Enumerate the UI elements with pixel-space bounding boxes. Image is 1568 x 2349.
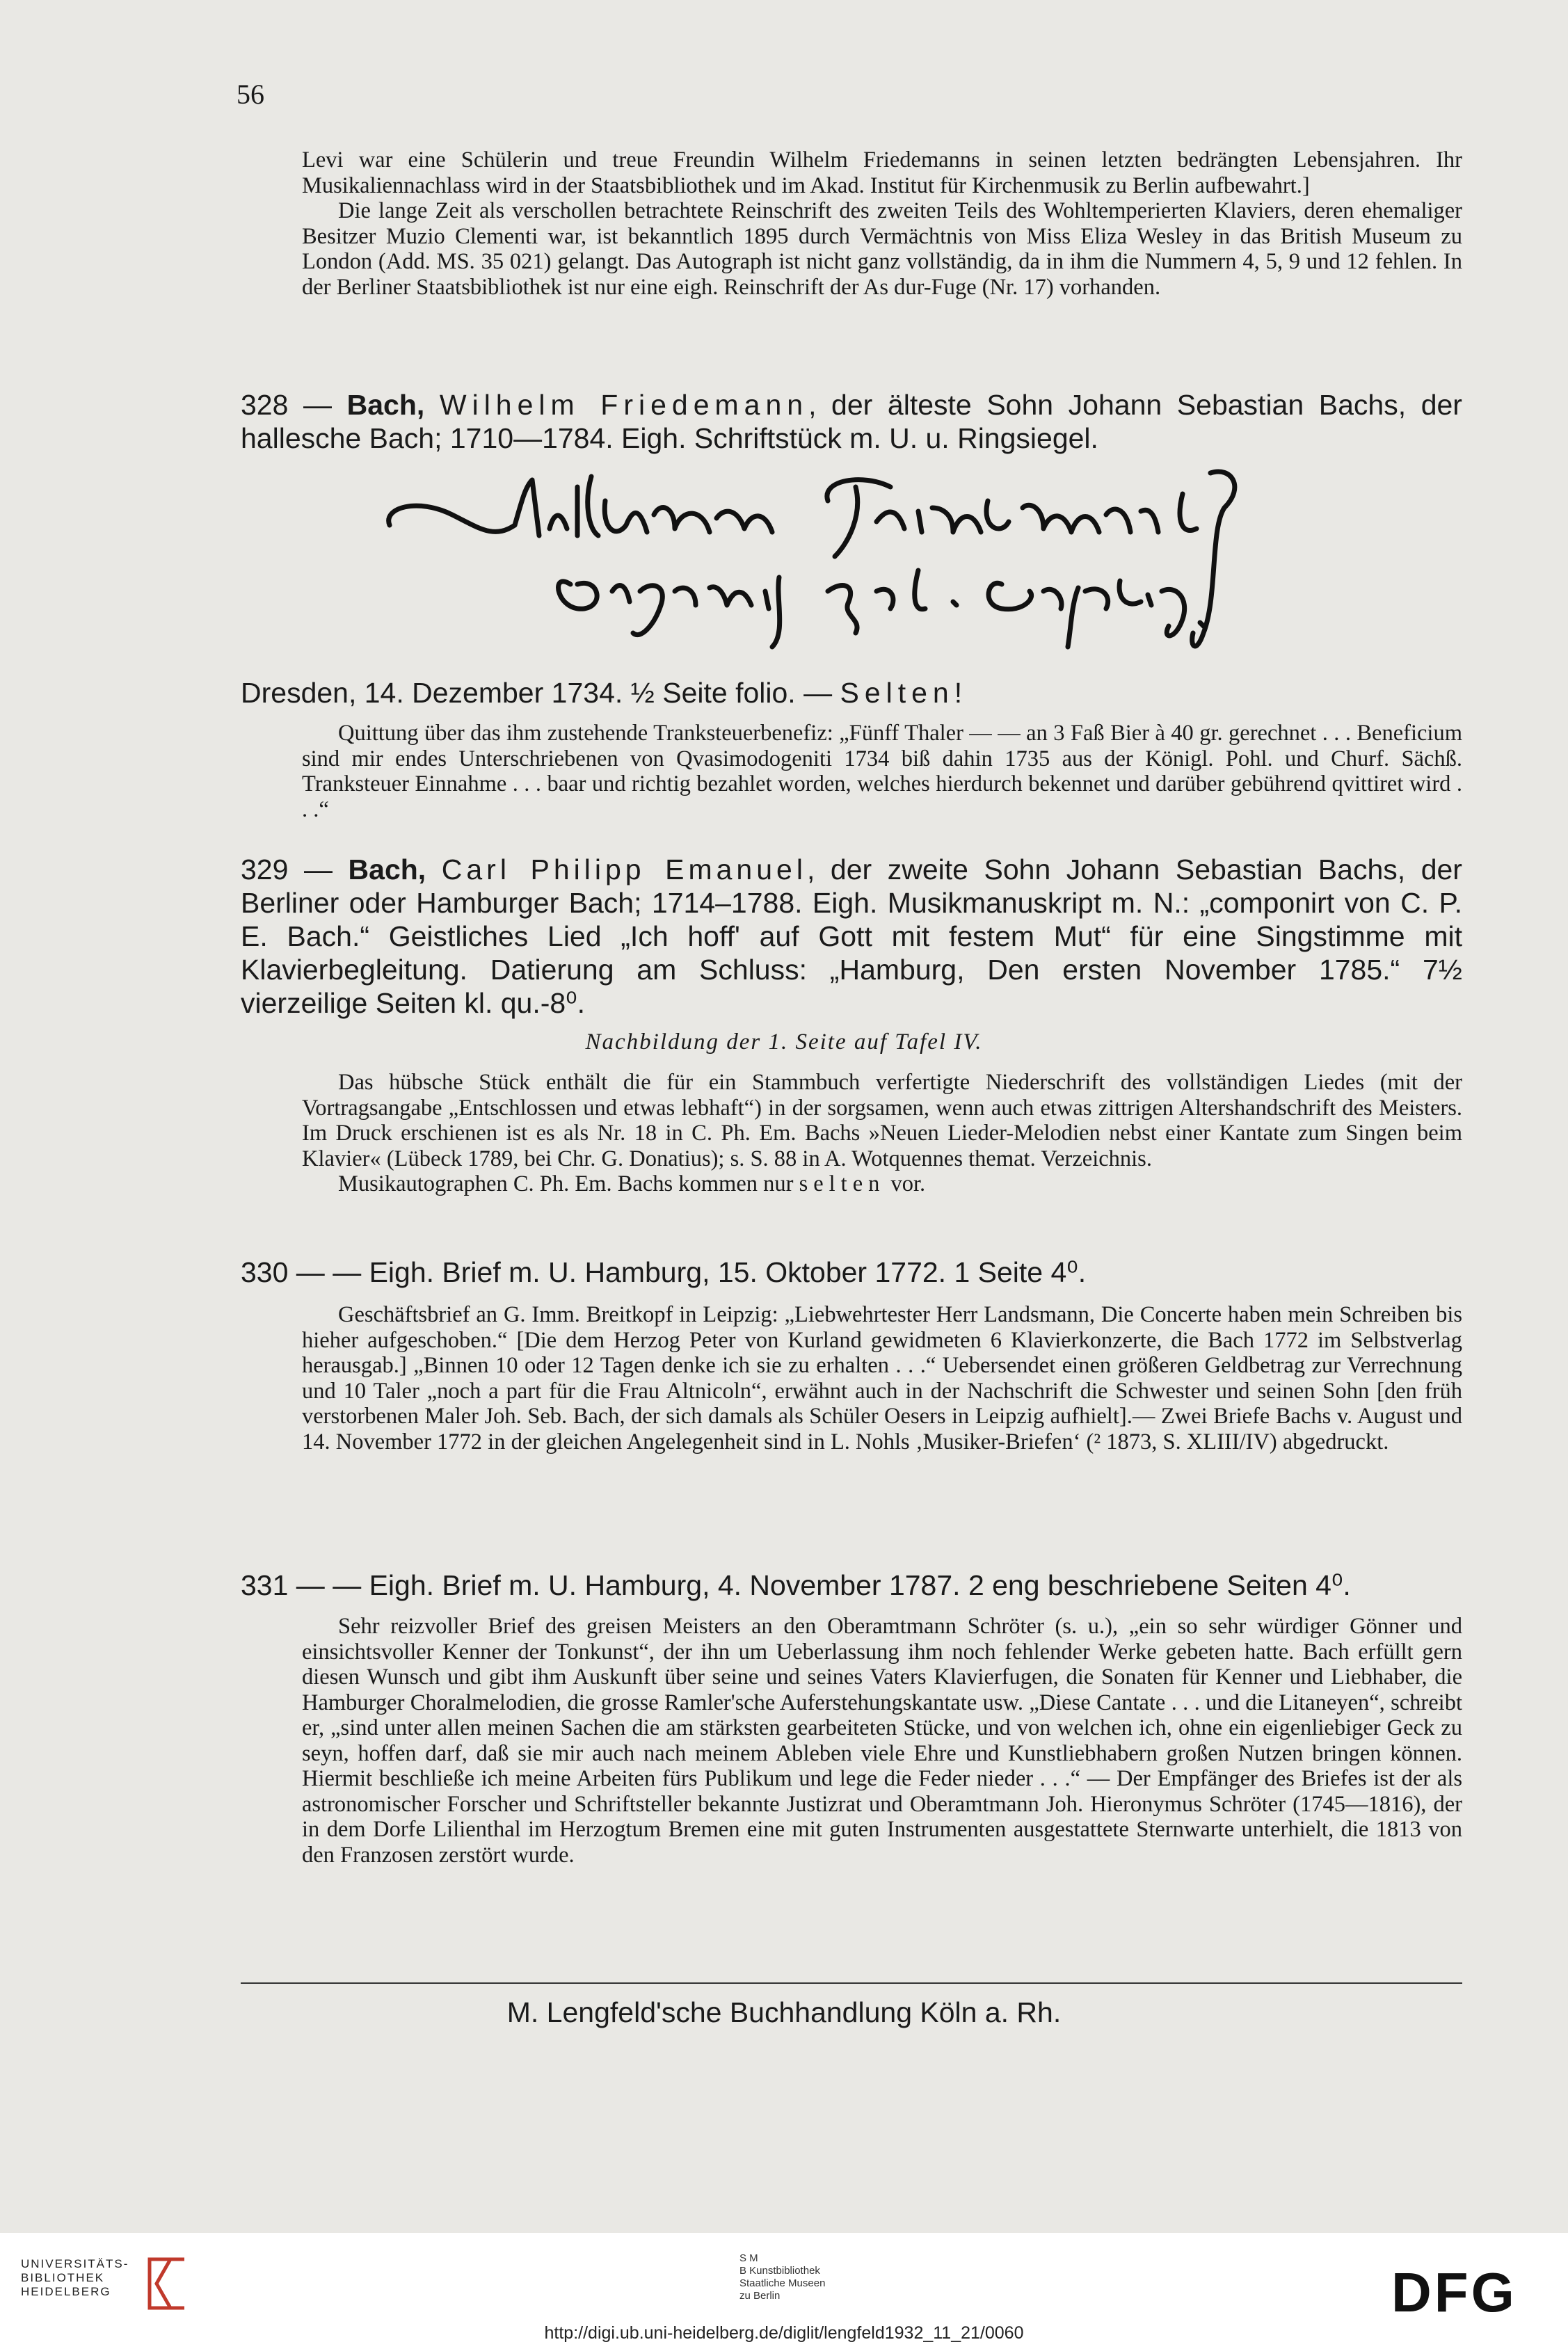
receipt-quote: Quittung über das ihm zustehende Tranksteuerbenefiz: „Fünff Thaler — — an 3 Faß Bier à 40 gr. gerechnet . . . Beneficium sind mir endes Unterschriebenen von Qvasimodogeniti 1734 biß dahin 1735 aus der Königl. Pohl. und Churf. Sächß. Tranksteuer Einnahme . . . baar und richtig bezahlet worden, welches hierdurch bekennet und darüber gebührend qvittiret wird . . .“ [302, 721, 1462, 822]
entry-330-description [302, 1302, 1462, 1454]
song-description: Das hübsche Stück enthält die für ein Stammbuch verfertigte Niederschrift des vollständigen Liedes (mit der Vortragsangabe „Entschlossen und etwas lebhaft“) in der sorgsamen, wenn auch etwas zittrigen Altershandschrift des Meisters. Im Druck erschienen ist es als Nr. 18 in C. Ph. Em. Bachs »Neuen Lieder-Melodien nebst einer Kantate zum Singen beim Klavier« (Lübeck 1789, bei Chr. G. Donatius); s. S. 88 in A. Wotquennes themat. Verzeichnis. [302, 1070, 1462, 1171]
intro-paragraph-1: Levi war eine Schülerin und treue Freundin Wilhelm Friedemanns in seinen letzten bedrängten Lebensjahren. Ihr Musikaliennachlass wird in der Staatsbibliothek und im Akad. Institut für Kirchenmusik zu Berlin aufbewahrt.] [302, 147, 1462, 198]
entry-328-heading [241, 388, 1462, 455]
intro-paragraph-2: Die lange Zeit als verschollen betrachtete Reinschrift des zweiten Teils des Wohltemperierten Klaviers, deren ehemaliger Besitzer Muzio Clementi war, ist bekanntlich 1895 durch Vermächtnis von Miss Eliza Wesley in das British Museum zu London (Add. MS. 35 021) gelangt. Das Autograph ist nicht ganz vollständig, da in ihm die Nummern 4, 5, 9 und 12 fehlen. In der Berliner Staatsbibliothek ist nur eine eigh. Reinschrift der As dur-Fuge (Nr. 17) vorhanden. [302, 198, 1462, 300]
rarity-note: Selten! [840, 677, 968, 709]
composer-surname: Bach, [346, 389, 425, 421]
letter-description: Geschäftsbrief an G. Imm. Breitkopf in Leipzig: „Liebwehrtester Herr Landsmann, Die Concerte haben mein Schreiben bis hieher aufgeschoben.“ [Die dem Herzog Peter von Kurland gewidmeten 6 Klavierkonzerte, die Bach 1772 im Selbstverlag herausgab.] „Binnen 10 oder 12 Tagen denke ich sie zu erhalten . . .“ Uebersendet einen größeren Geldbetrag zur Verrechnung und 10 Taler „noch a part für die Frau Altnicoln“, erwähnt auch in der Nachschrift die Schwester und seinen Sohn [den früh verstorbenen Maler Joh. Seb. Bach, der sich damals als Schüler Oesers in Leipzig aufhielt].— Zwei Briefe Bachs v. August und 14. November 1772 in der gleichen Angelegenheit sind in L. Nohls ‚Musiker-Briefen‘ (² 1873, S. XLIII/IV) abgedruckt. [302, 1302, 1462, 1454]
entry-329-heading [241, 853, 1462, 1020]
publisher-footer: M. Lengfeld'sche Buchhandlung Köln a. Rh. [506, 1996, 1062, 2028]
logo-line-3: HEIDELBERG [21, 2285, 111, 2298]
smb-line-1: S M [739, 2252, 758, 2264]
entry-description: , der zweite Sohn Johann Sebastian Bachs, der Berliner oder Hamburger Bach; 1714–1788. Eigh. Musikmanuskript m. N.: „componirt von C. P. E. Bach.“ Geistliches Lied „Ich hoff' auf Gott mit festem Mut“ für eine Singstimme mit Klavierbegleitung. Datierung am Schluss: „Hamburg, Den ersten November 1785.“ 7½ vierzeilige Seiten kl. qu.-8⁰. [241, 853, 1462, 1019]
entry-329-description [302, 1070, 1462, 1197]
entry-328-description [302, 721, 1462, 822]
rarity-text-a: Musikautographen C. Ph. Em. Bachs kommen nur [338, 1171, 794, 1196]
plate-caption: Nachbildung der 1. Seite auf Tafel IV. [585, 1029, 983, 1055]
page-number: 56 [237, 79, 264, 110]
smb-line-2: B Kunstbibliothek [739, 2265, 820, 2277]
smb-line-4: zu Berlin [739, 2290, 781, 2302]
entry-description: , der älteste Sohn Johann Sebastian Bachs, der hallesche Bach; 1710—1784. Eigh. Schriftstück m. U. u. Ringsiegel. [241, 389, 1462, 454]
logo-line-1: UNIVERSITÄTS- [21, 2257, 129, 2270]
footer-rule [241, 1982, 1462, 1984]
rarity-text-emphasis: selten [799, 1171, 886, 1196]
entry-number: 329 — [241, 853, 333, 885]
source-url[interactable]: http://digi.ub.uni-heidelberg.de/diglit/lengfeld1932_11_21/0060 [544, 2323, 1024, 2343]
composer-given-name: Carl Philipp Emanuel [441, 853, 807, 885]
smb-line-3: Staatliche Museen [739, 2277, 826, 2289]
letter-description: Sehr reizvoller Brief des greisen Meisters an den Oberamtmann Schröter (s. u.), „ein so sehr würdiger Gönner und einsichtsvoller Kenner der Tonkunst“, der ihn um Ueberlassung ihm noch fehlender Werke gebeten hatte. Bach erfüllt gern diesen Wunsch und gibt ihm Auskunft über seine und seines Vaters Klavierfugen, die Sonaten für Kenner und Liebhaber, die Hamburger Choralmelodien, die grosse Ramler'sche Auferstehungskantate usw. „Diese Cantate . . . und die Litaneyen“, schreibt er, „sind unter allen meinen Sachen die am stärksten gearbeiteten Stücke, und von welchen ich, ohne ein eigenliebiger Geck zu seyn, hoffen darf, daß sie mir auch nach meinem Ableben viele Ehre und Kunstliebhabern großen Nutzen bringen können. Hiermit beschließe ich meine Arbeiten fürs Publikum und lege die Feder nieder . . .“ — Der Empfänger des Briefes ist der als astronomischer Forscher und Schriftsteller bekannte Justizrat und Oberamtmann Joh. Hieronymus Schröter (1745—1816), der in dem Dorfe Lilienthal im Herzogtum Bremen eine mit guten Instrumenten ausgestattete Sternwarte unterhielt, die 1813 von den Franzosen zerstört wurde. [302, 1614, 1462, 1868]
logo-line-2: BIBLIOTHEK [21, 2271, 105, 2284]
entry-331-description [302, 1614, 1462, 1868]
smb-logo[interactable] [739, 2252, 825, 2302]
composer-given-name: Wilhelm Friedemann [439, 389, 809, 421]
entry-328-date-line [241, 676, 1462, 709]
signature-facsimile [376, 459, 1336, 668]
university-logo-icon [143, 2252, 191, 2315]
composer-surname: Bach, [348, 853, 426, 885]
entry-number: 328 — [241, 389, 333, 421]
date-and-size: Dresden, 14. Dezember 1734. ½ Seite folio. — [241, 677, 833, 709]
entry-330-heading: 330 — — Eigh. Brief m. U. Hamburg, 15. Oktober 1772. 1 Seite 4⁰. [241, 1256, 1087, 1288]
university-library-logo[interactable] [21, 2257, 129, 2299]
rarity-paragraph [302, 1171, 1462, 1197]
intro-text [302, 147, 1462, 300]
dfg-logo[interactable]: DFG [1391, 2261, 1517, 2323]
rarity-text-c: vor. [890, 1171, 926, 1196]
entry-331-heading: 331 — — Eigh. Brief m. U. Hamburg, 4. November 1787. 2 eng beschriebene Seiten 4⁰. [241, 1569, 1351, 1601]
